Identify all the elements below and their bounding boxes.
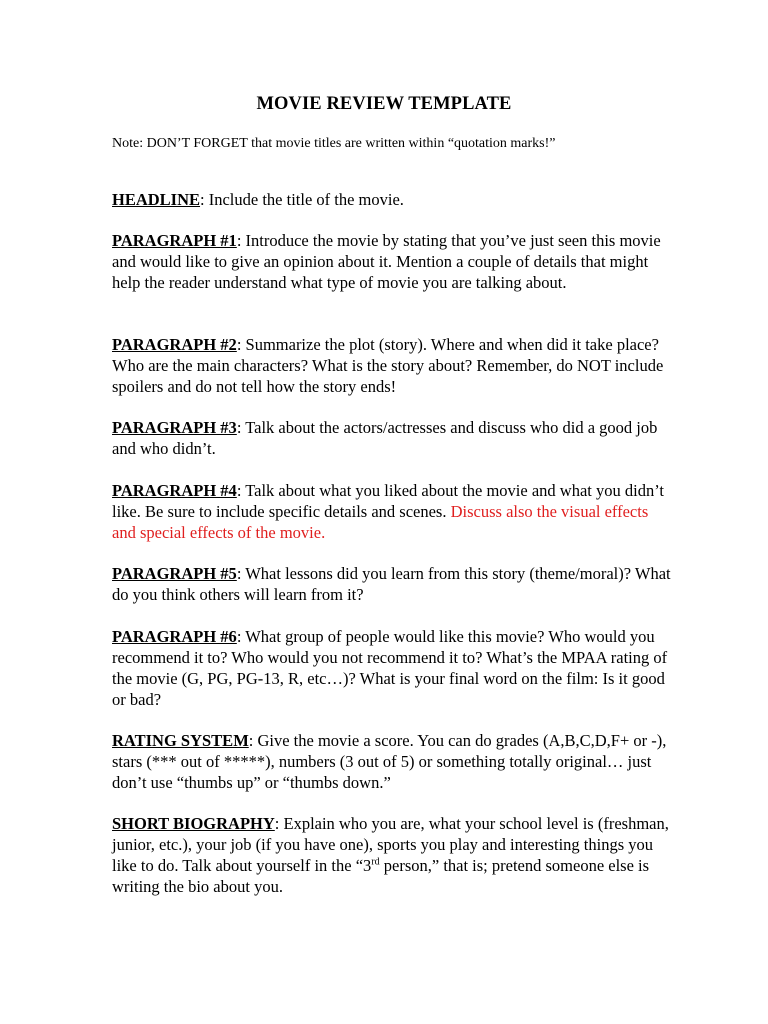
section-label: PARAGRAPH #3 bbox=[112, 418, 237, 437]
section-paragraph-5 bbox=[112, 563, 672, 605]
page-title: MOVIE REVIEW TEMPLATE bbox=[256, 94, 512, 114]
section-paragraph-6 bbox=[112, 626, 672, 710]
section-paragraph-2-text bbox=[112, 334, 672, 397]
section-paragraph-5-text bbox=[112, 563, 672, 605]
section-short-biography-text bbox=[112, 813, 672, 897]
section-headline-paragraph bbox=[112, 189, 672, 210]
section-paragraph-6-text bbox=[112, 626, 672, 710]
ordinal-superscript: rd bbox=[371, 856, 380, 868]
section-label: PARAGRAPH #5 bbox=[112, 564, 237, 583]
section-text: : Explain who you are, what your school level is (freshman, junior, etc.), your job (if you have one), sports you play and interesting things you like to do. Talk about yourself in the “3 bbox=[112, 814, 669, 875]
section-label: SHORT BIOGRAPHY bbox=[112, 814, 275, 833]
section-paragraph-3-text bbox=[112, 417, 672, 459]
section-label: PARAGRAPH #4 bbox=[112, 481, 237, 500]
section-headline bbox=[112, 189, 672, 210]
section-text: : Talk about the actors/actresses and discuss who did a good job and who didn’t. bbox=[112, 418, 658, 458]
section-text: person,” that is; pretend someone else is writing the bio about you. bbox=[112, 856, 650, 896]
section-rating-system-text bbox=[112, 730, 672, 793]
section-paragraph-2 bbox=[112, 334, 672, 397]
section-label: RATING SYSTEM bbox=[112, 731, 249, 750]
section-paragraph-4-text bbox=[112, 480, 672, 543]
section-text: : Include the title of the movie. bbox=[200, 190, 404, 209]
section-text: : What group of people would like this movie? Who would you recommend it to? Who would you not recommend it to? What’s the MPAA rating of the movie (G, PG, PG-13, R, etc…)? What is your final word on the film: Is it good or bad? bbox=[112, 627, 668, 709]
section-text: : Give the movie a score. You can do grades (A,B,C,D,F+ or -), stars (*** out of *****), numbers (3 out of 5) or something totally original… just don’t use “thumbs up” or “thumbs down.” bbox=[112, 731, 667, 792]
section-text: : What lessons did you learn from this story (theme/moral)? What do you think others will learn from it? bbox=[112, 564, 671, 604]
section-rating-system bbox=[112, 730, 672, 793]
section-paragraph-3 bbox=[112, 417, 672, 459]
section-text: : Summarize the plot (story). Where and when did it take place? Who are the main characters? What is the story about? Remember, do NOT include spoilers and do not tell how the story ends! bbox=[112, 335, 664, 396]
section-text: : Introduce the movie by stating that you’ve just seen this movie and would like to give an opinion about it. Mention a couple of details that might help the reader understand what type of movie you are talking about. bbox=[112, 231, 661, 292]
section-paragraph-1 bbox=[112, 230, 672, 293]
note-line: Note: DON’T FORGET that movie titles are written within “quotation marks!” bbox=[112, 136, 556, 151]
section-label: PARAGRAPH #1 bbox=[112, 231, 237, 250]
section-text: : Talk about what you liked about the movie and what you didn’t like. Be sure to include specific details and scenes. bbox=[112, 481, 664, 521]
section-short-biography bbox=[112, 813, 672, 897]
section-label: HEADLINE bbox=[112, 190, 201, 209]
section-paragraph-1-text bbox=[112, 230, 672, 293]
section-label: PARAGRAPH #6 bbox=[112, 627, 237, 646]
highlighted-instruction: Discuss also the visual effects and special effects of the movie. bbox=[112, 502, 649, 542]
section-label: PARAGRAPH #2 bbox=[112, 335, 237, 354]
section-paragraph-4 bbox=[112, 480, 672, 543]
